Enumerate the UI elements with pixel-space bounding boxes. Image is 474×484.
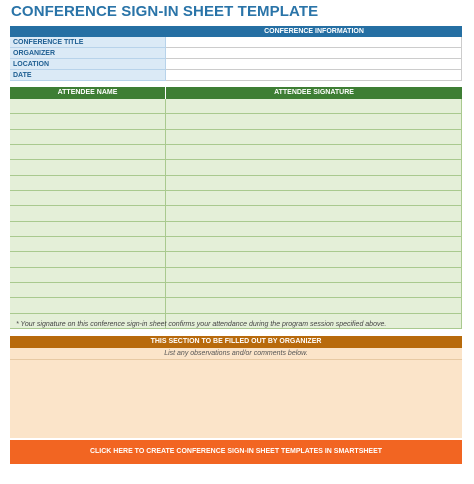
attendee-row (10, 206, 462, 221)
attendee-rows (10, 99, 462, 329)
attendee-table-header (10, 87, 462, 99)
attendee-signature-cell[interactable] (166, 191, 462, 206)
attendee-row (10, 222, 462, 237)
attendee-name-cell[interactable] (10, 268, 166, 283)
attendee-name-cell[interactable] (10, 145, 166, 160)
attendee-signature-cell[interactable] (166, 145, 462, 160)
attendee-name-cell[interactable] (10, 283, 166, 298)
attendee-row (10, 176, 462, 191)
attendee-signature-cell[interactable] (166, 298, 462, 313)
attendee-row (10, 268, 462, 283)
info-value-conference-title[interactable] (166, 37, 462, 48)
attendee-signature-column-header: ATTENDEE SIGNATURE (274, 89, 354, 96)
attendee-signature-cell[interactable] (166, 160, 462, 175)
attendee-row (10, 191, 462, 206)
page-title: CONFERENCE SIGN-IN SHEET TEMPLATE (11, 3, 319, 20)
attendee-row (10, 283, 462, 298)
attendee-signature-cell[interactable] (166, 252, 462, 267)
attendee-name-cell[interactable] (10, 160, 166, 175)
attendee-signature-cell[interactable] (166, 268, 462, 283)
attendee-row (10, 145, 462, 160)
conference-info-header-label: CONFERENCE INFORMATION (264, 28, 364, 35)
create-template-cta-button[interactable]: CLICK HERE TO CREATE CONFERENCE SIGN-IN SHEET TEMPLATES IN SMARTSHEET (10, 440, 462, 464)
organizer-section-header: THIS SECTION TO BE FILLED OUT BY ORGANIZER (10, 336, 462, 348)
attendee-row (10, 237, 462, 252)
info-label-conference-title: CONFERENCE TITLE (10, 37, 166, 48)
attendee-name-cell[interactable] (10, 206, 166, 221)
attendee-table (10, 87, 462, 329)
info-label-organizer: ORGANIZER (10, 48, 166, 59)
attendee-signature-cell[interactable] (166, 130, 462, 145)
attendee-signature-cell[interactable] (166, 99, 462, 114)
organizer-section-instructions: List any observations and/or comments below. (10, 348, 462, 360)
attendee-name-cell[interactable] (10, 252, 166, 267)
attendee-row (10, 252, 462, 267)
signature-note: * Your signature on this conference sign-in sheet confirms your attendance during the program session specified above. (16, 321, 387, 328)
conference-info-header (10, 26, 462, 37)
attendee-signature-cell[interactable] (166, 206, 462, 221)
attendee-name-cell[interactable] (10, 176, 166, 191)
info-row-title (10, 37, 462, 48)
conference-info-table (10, 26, 462, 81)
info-row-organizer (10, 48, 462, 59)
info-row-location (10, 59, 462, 70)
attendee-name-cell[interactable] (10, 99, 166, 114)
organizer-comments-area[interactable] (10, 360, 462, 438)
info-row-date (10, 70, 462, 81)
attendee-row (10, 130, 462, 145)
attendee-name-cell[interactable] (10, 191, 166, 206)
organizer-section (10, 336, 462, 438)
conference-info-header-spacer (10, 26, 166, 37)
attendee-name-cell[interactable] (10, 237, 166, 252)
info-value-date[interactable] (166, 70, 462, 81)
info-value-organizer[interactable] (166, 48, 462, 59)
info-value-location[interactable] (166, 59, 462, 70)
info-label-location: LOCATION (10, 59, 166, 70)
attendee-name-cell[interactable] (10, 222, 166, 237)
attendee-row (10, 99, 462, 114)
attendee-name-cell[interactable] (10, 298, 166, 313)
attendee-name-cell[interactable] (10, 114, 166, 129)
attendee-signature-cell[interactable] (166, 114, 462, 129)
attendee-signature-cell[interactable] (166, 237, 462, 252)
attendee-signature-cell[interactable] (166, 222, 462, 237)
attendee-row (10, 160, 462, 175)
attendee-name-cell[interactable] (10, 130, 166, 145)
attendee-row (10, 114, 462, 129)
attendee-row (10, 298, 462, 313)
attendee-signature-cell[interactable] (166, 176, 462, 191)
info-label-date: DATE (10, 70, 166, 81)
attendee-signature-cell[interactable] (166, 283, 462, 298)
attendee-name-column-header: ATTENDEE NAME (10, 87, 166, 99)
